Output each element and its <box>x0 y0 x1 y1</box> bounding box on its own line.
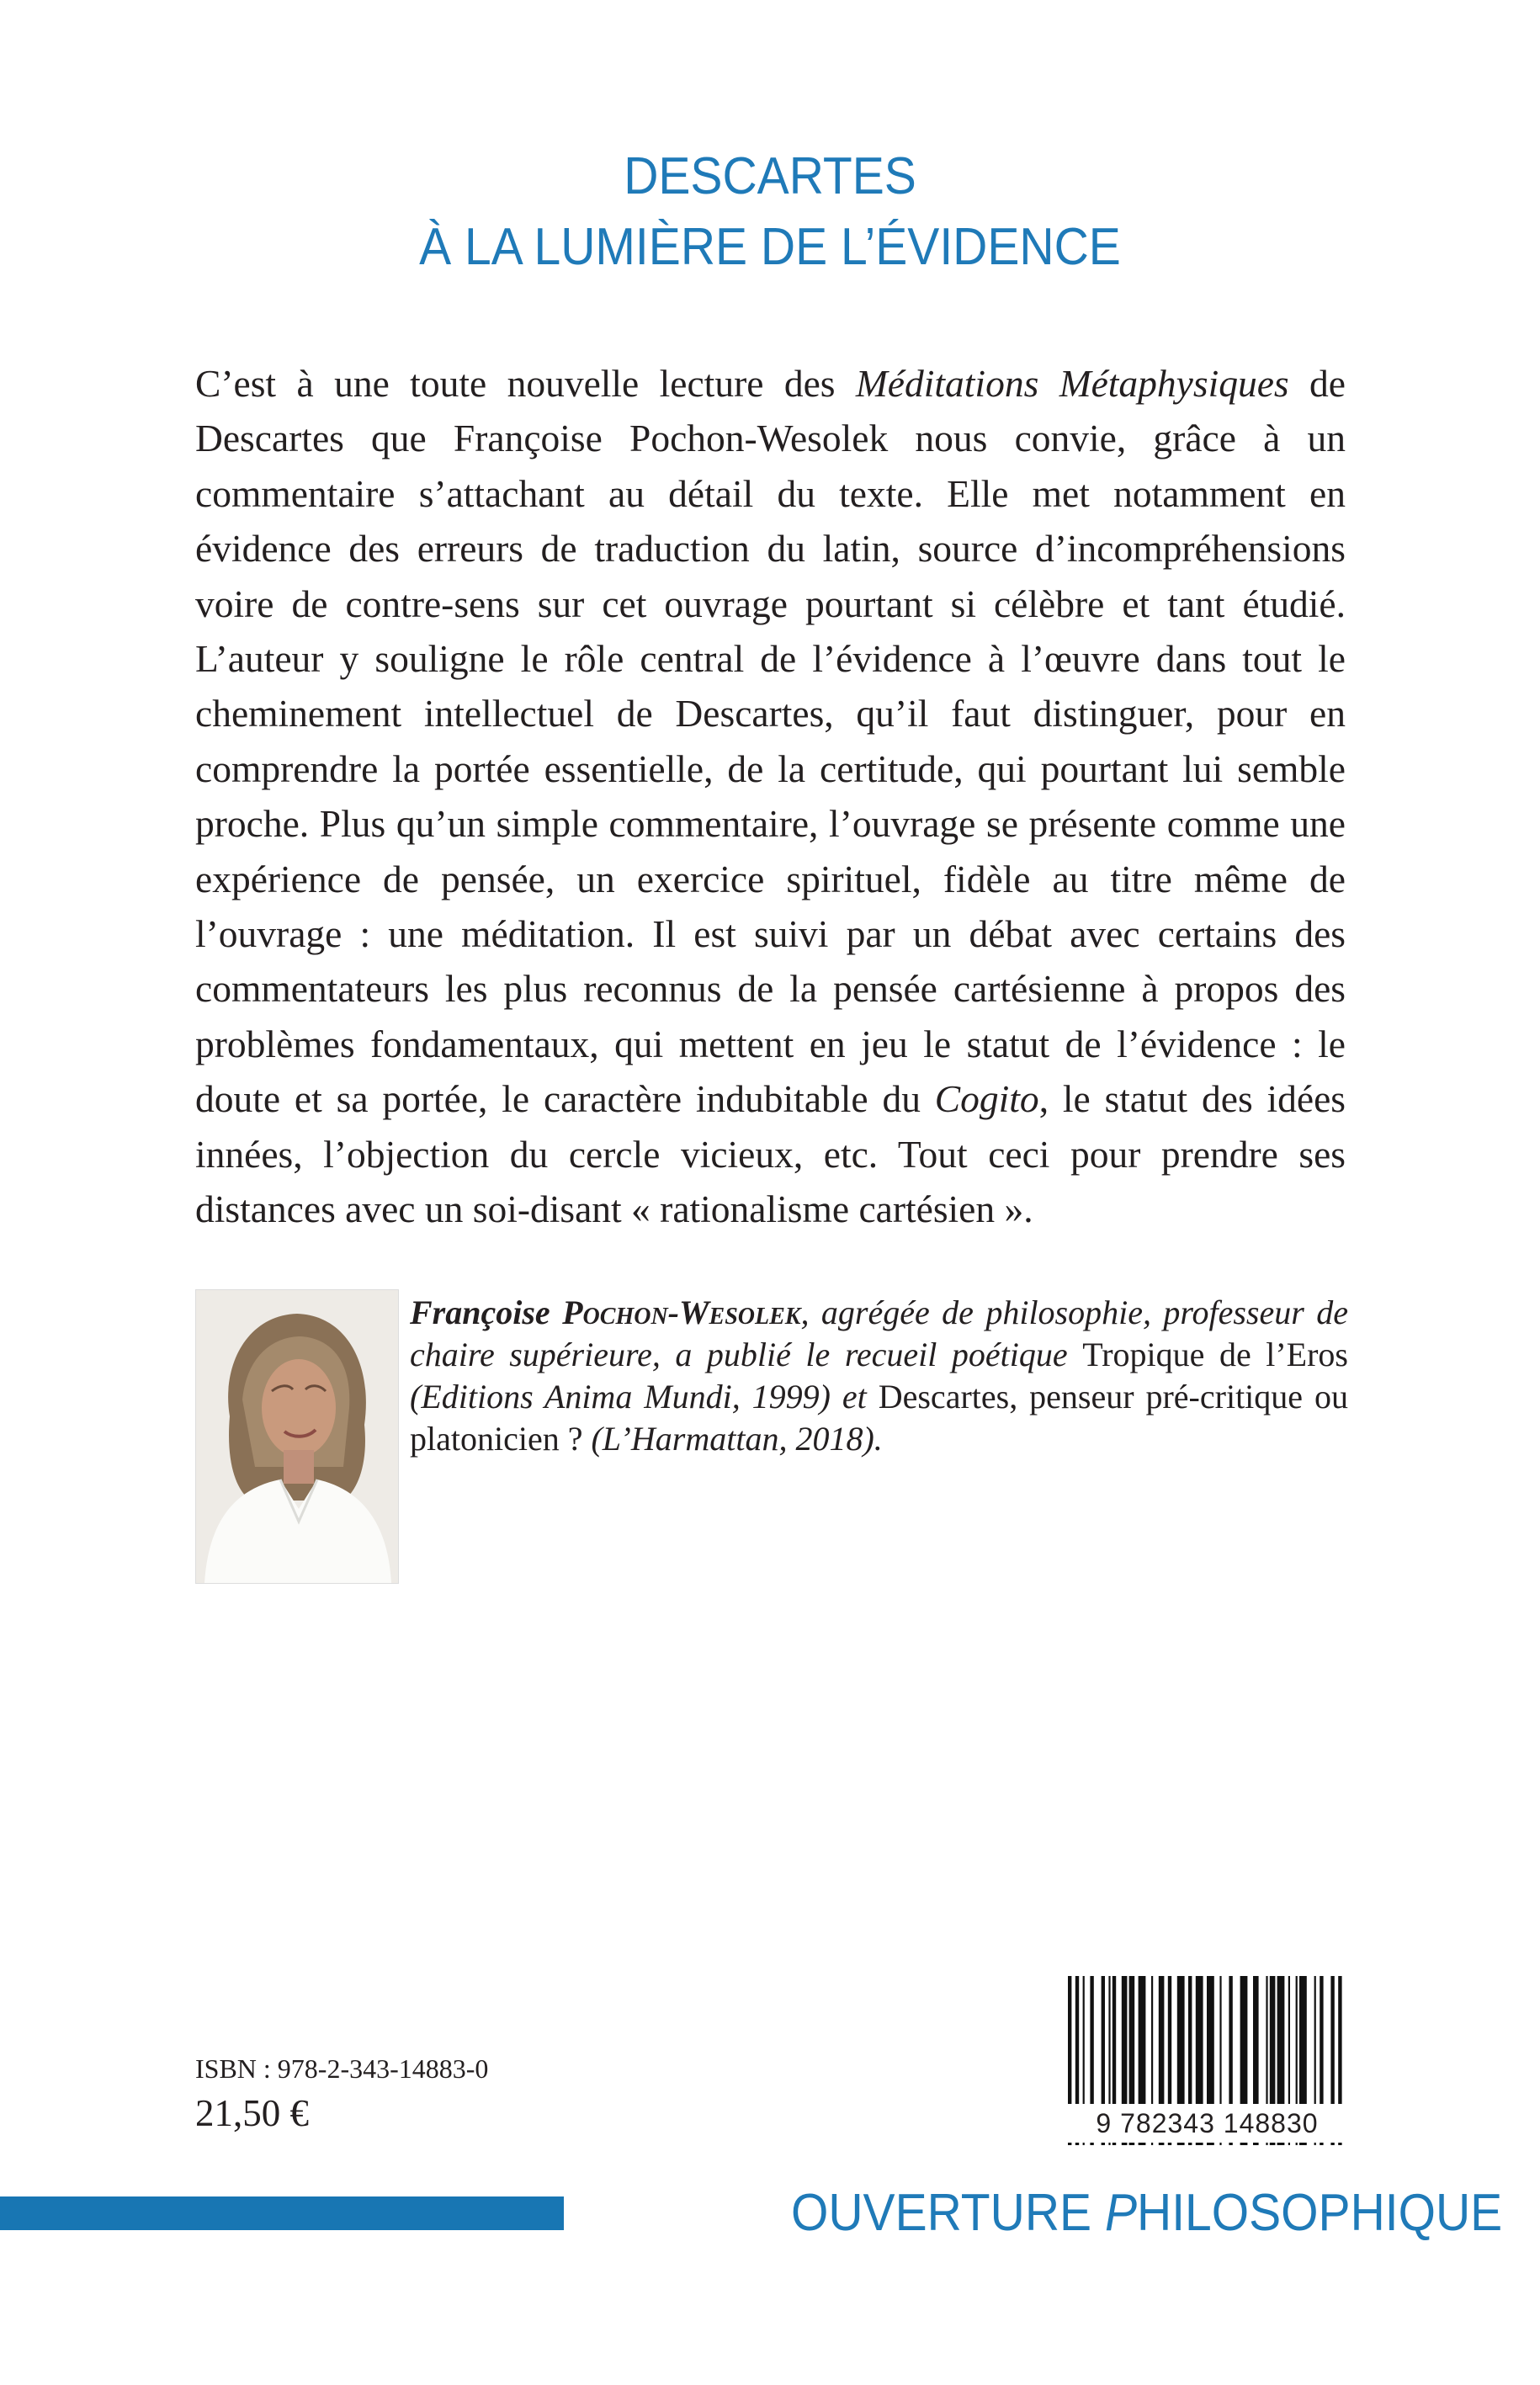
blurb-cogito: Cogito <box>934 1077 1039 1121</box>
publisher-1: (Editions Anima Mundi, 1999) <box>410 1378 842 1416</box>
blurb-text-1: C’est à une toute nouvelle lecture des <box>195 362 856 405</box>
isbn: ISBN : 978-2-343-14883-0 <box>195 2053 489 2084</box>
series-name-initial: P <box>1104 2184 1137 2242</box>
title-line-2: À LA LUMIÈRE DE L’ÉVIDENCE <box>419 218 1121 276</box>
author-bio <box>410 1292 1348 1460</box>
publisher-2: (L’Harmattan, 2018). <box>582 1420 883 1458</box>
author-first-name: Françoise <box>410 1293 563 1331</box>
book-title-1: Tropique de l’Eros <box>1082 1336 1348 1373</box>
series-name <box>791 2181 1502 2245</box>
blurb-text-2: de Descartes que Françoise Pochon-Wesolek nous convie, grâce à un commentaire s’attachant au détail du texte. Elle met notamment en évidence des erreurs de traduction du latin, source d’incompréhensions voire de contre-sens sur cet ouvrage pourtant si célèbre et tant étudié. L’auteur y souligne le rôle central de l’évidence à l’œuvre dans tout le cheminement intellectuel de Descartes, qu’il faut distinguer, pour en comprendre la portée essentielle, de la certitude, qui pourtant lui semble proche. Plus qu’un simple commentaire, l’ouvrage se présente comme une expérience de pensée, un exercice spirituel, fidèle au titre même de l’ouvrage : une méditation. Il est suivi par un débat avec certains des commentateurs les plus reconnus de la pensée cartésienne à propos des problèmes fondamentaux, qui mettent en jeu le statut de l’évidence : le doute et sa portée, le caractère indubitable du <box>195 362 1346 1121</box>
book-title <box>61 141 1479 283</box>
price: 21,50 € <box>195 2092 309 2134</box>
author-photo <box>195 1289 399 1584</box>
book-title-2: Descartes, penseur pré-critique ou platonicien ? <box>410 1378 1348 1458</box>
blurb-text-3: , le statut des idées innées, l’objection du cercle vicieux, etc. Tout ceci pour prendre ses distances avec un soi-disant « rationalisme cartésien ». <box>195 1077 1346 1231</box>
title-line-1: DESCARTES <box>624 147 916 205</box>
series-color-bar <box>0 2196 564 2230</box>
blurb-work-title: Méditations Métaphysiques <box>855 362 1289 405</box>
author-last-name: Pochon-Wesolek <box>562 1293 801 1331</box>
series-name-part-2: HILOSOPHIQUE <box>1136 2184 1503 2242</box>
conjunction: et <box>842 1378 867 1416</box>
author-portrait-image <box>196 1290 398 1583</box>
back-cover-blurb <box>195 356 1346 1237</box>
blurb-paragraph <box>195 356 1346 1237</box>
author-description: , agrégée de philosophie, professeur de chaire supérieure, a publié le recueil poétique <box>410 1293 1348 1373</box>
series-name-part-1: OUVERTURE <box>791 2184 1105 2242</box>
barcode-digits: 9 782343 148830 <box>1063 2104 1351 2143</box>
